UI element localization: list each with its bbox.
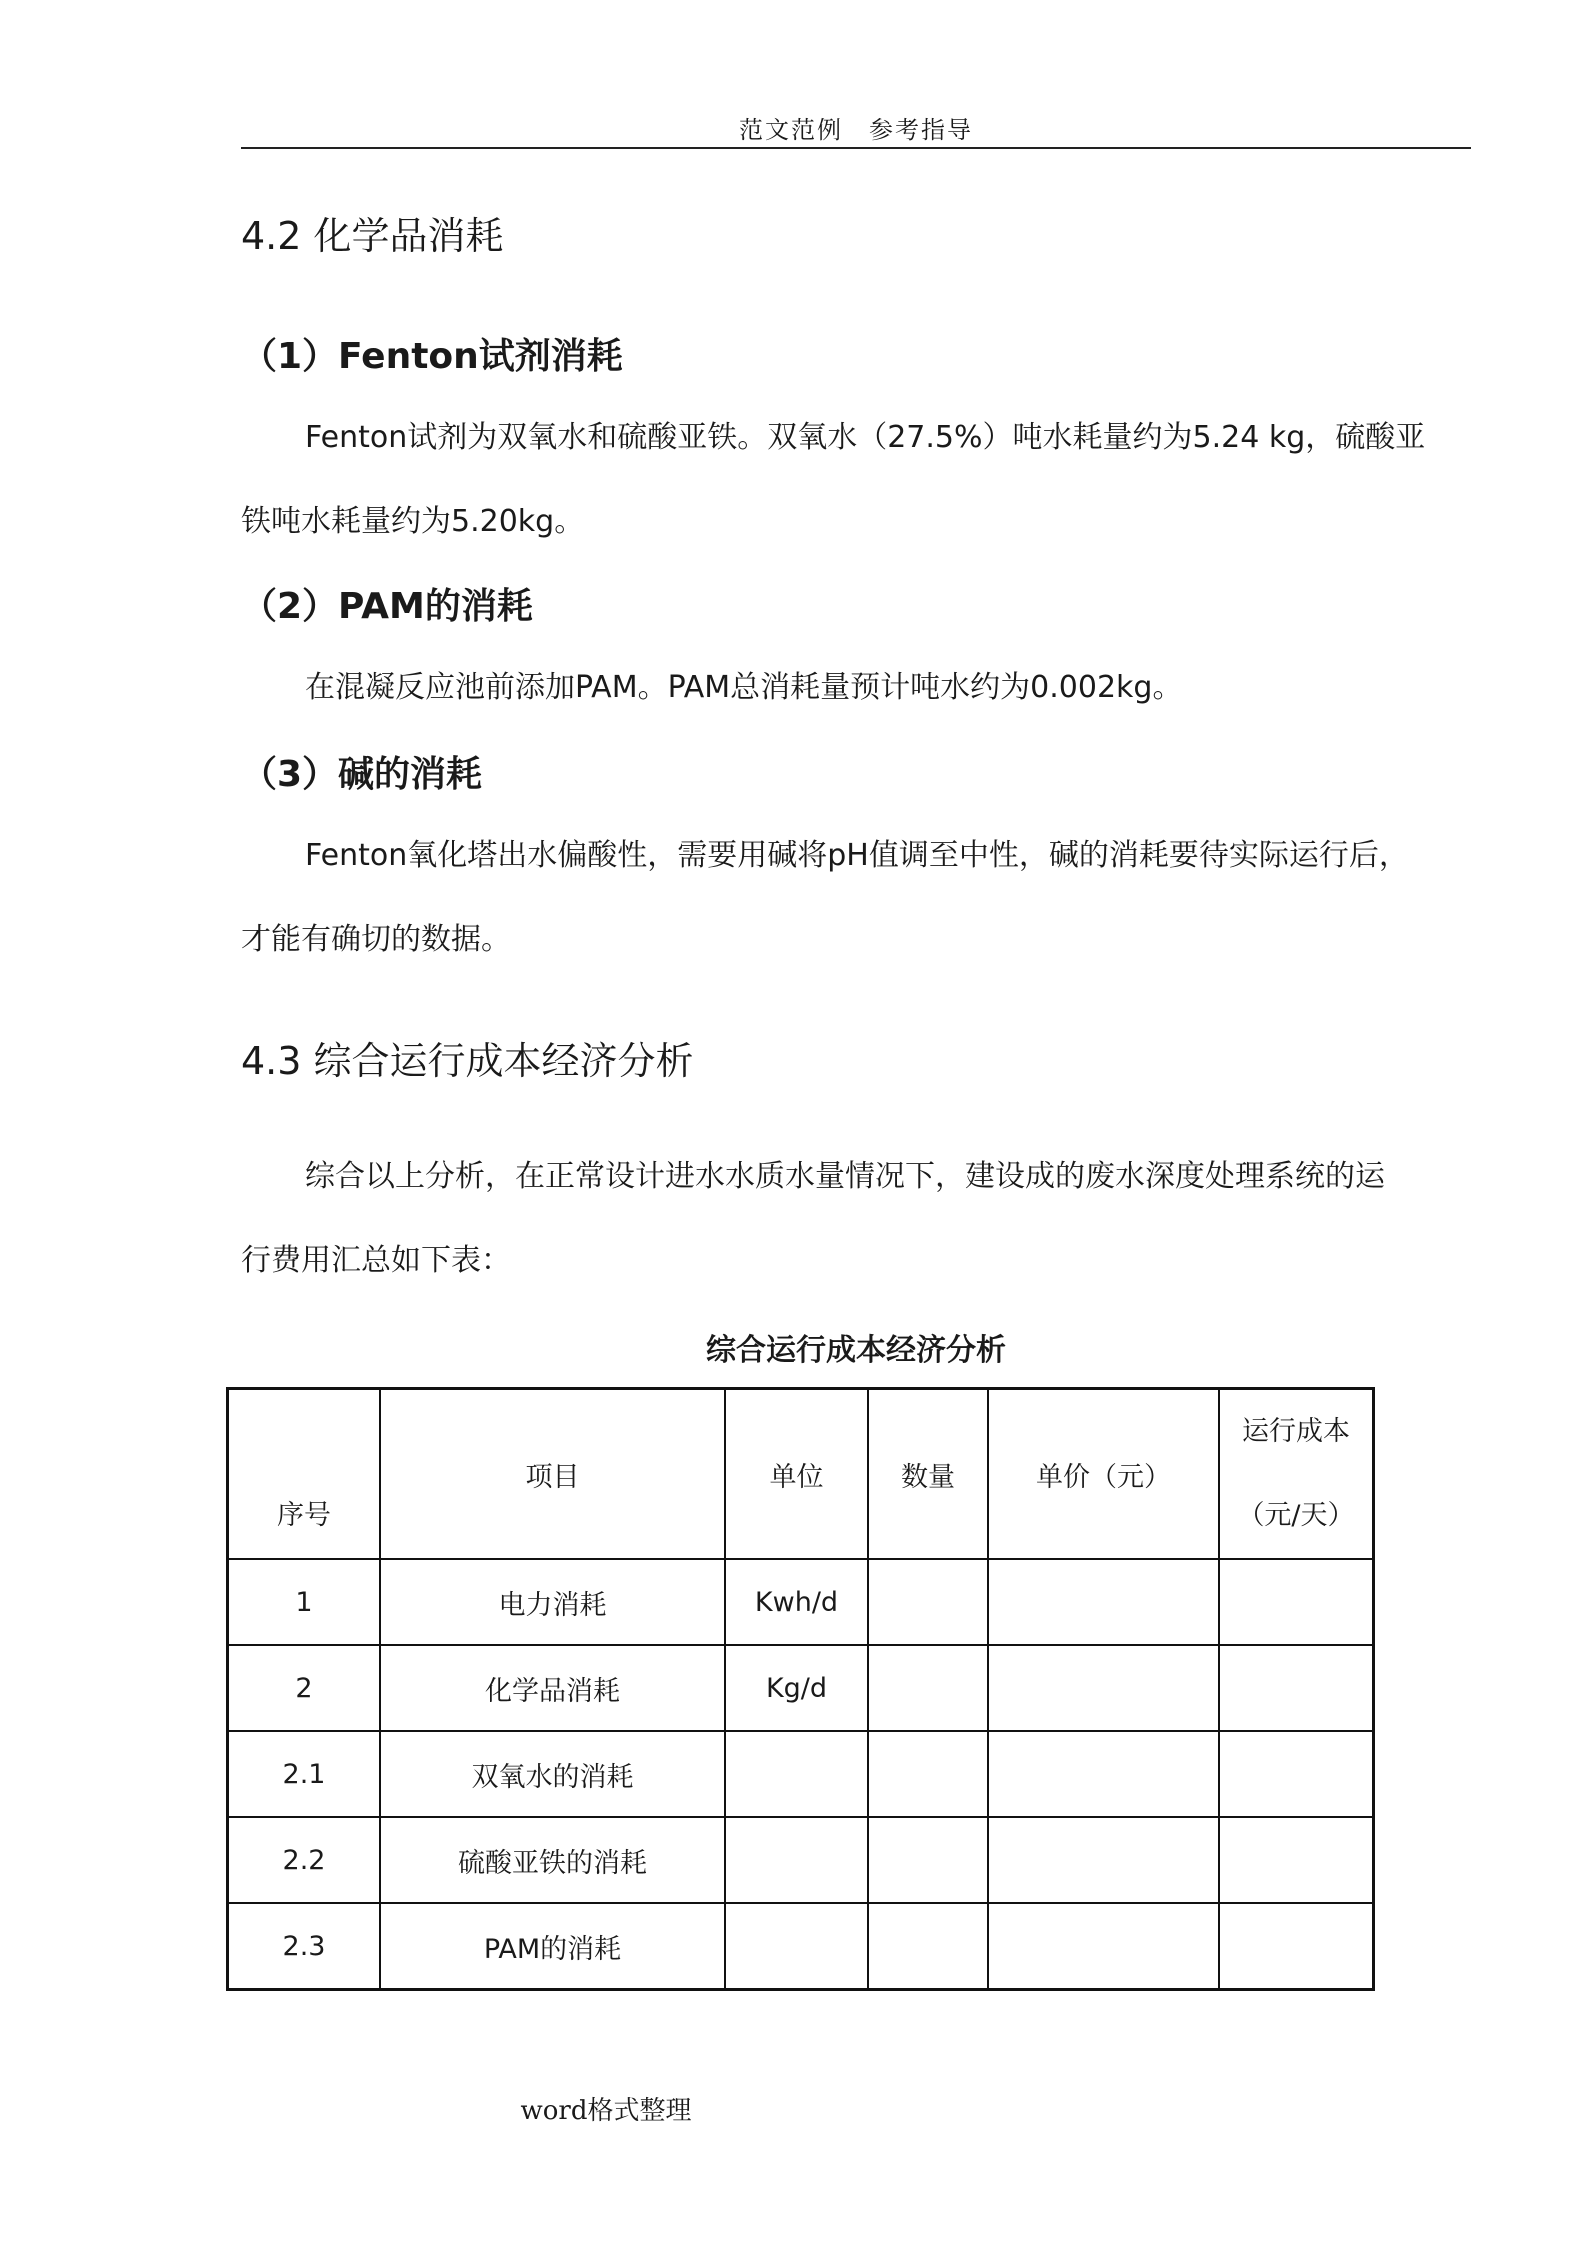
paragraph-fenton [241, 396, 1476, 564]
table-row [228, 1817, 1374, 1903]
cell-seq: 1 [228, 1559, 381, 1645]
cell-unit: Kwh/d [725, 1559, 868, 1645]
cell-seq: 2.1 [228, 1731, 381, 1817]
cell-running-cost [1219, 1817, 1374, 1903]
paragraph-summary [241, 1135, 1476, 1303]
cell-running-cost [1219, 1645, 1374, 1731]
page-header: 范文范例 参考指导 [739, 116, 973, 144]
cell-running-cost [1219, 1559, 1374, 1645]
cell-unit-price [988, 1559, 1219, 1645]
header-quantity: 数量 [868, 1389, 988, 1560]
header-running-cost [1219, 1389, 1374, 1560]
header-unit: 单位 [725, 1389, 868, 1560]
cell-unit: Kg/d [725, 1645, 868, 1731]
cell-seq: 2.2 [228, 1817, 381, 1903]
cell-seq: 2 [228, 1645, 381, 1731]
cell-quantity [868, 1559, 988, 1645]
cell-item: PAM的消耗 [380, 1903, 725, 1990]
cell-item: 双氧水的消耗 [380, 1731, 725, 1817]
header-unit-price: 单价（元） [988, 1389, 1219, 1560]
section-heading-4-3: 4.3 综合运行成本经济分析 [241, 1039, 694, 1083]
table-title: 综合运行成本经济分析 [706, 1333, 1006, 1368]
paragraph-alkali-line-1: Fenton氧化塔出水偏酸性，需要用碱将pH值调至中性，碱的消耗要待实际运行后， [305, 838, 1409, 873]
paragraph-fenton-line-2: 铁吨水耗量约为5.20kg。 [241, 504, 585, 539]
header-divider [241, 147, 1471, 149]
cell-unit [725, 1817, 868, 1903]
cell-quantity [868, 1645, 988, 1731]
header-seq-label: 序号 [277, 1500, 331, 1531]
header-item: 项目 [380, 1389, 725, 1560]
cell-running-cost [1219, 1731, 1374, 1817]
table-row [228, 1559, 1374, 1645]
page-footer: word格式整理 [520, 2096, 692, 2126]
cell-unit-price [988, 1645, 1219, 1731]
cell-unit [725, 1731, 868, 1817]
cell-quantity [868, 1903, 988, 1990]
table-row [228, 1645, 1374, 1731]
section-heading-4-2: 4.2 化学品消耗 [241, 214, 504, 258]
paragraph-pam [241, 646, 1476, 730]
table-row [228, 1903, 1374, 1990]
cell-unit-price [988, 1731, 1219, 1817]
cell-item: 化学品消耗 [380, 1645, 725, 1731]
cell-running-cost [1219, 1903, 1374, 1990]
cell-quantity [868, 1731, 988, 1817]
cell-item: 硫酸亚铁的消耗 [380, 1817, 725, 1903]
header-running-cost-line-1: 运行成本 [1242, 1416, 1350, 1447]
cost-table [226, 1387, 1375, 1991]
table-header-row [228, 1389, 1374, 1560]
paragraph-summary-line-2: 行费用汇总如下表： [241, 1243, 511, 1278]
paragraph-alkali [241, 814, 1476, 982]
cell-unit [725, 1903, 868, 1990]
paragraph-alkali-line-2: 才能有确切的数据。 [241, 922, 511, 957]
subheading-alkali: （3）碱的消耗 [241, 754, 483, 795]
paragraph-summary-line-1: 综合以上分析，在正常设计进水水质水量情况下，建设成的废水深度处理系统的运 [305, 1159, 1385, 1194]
cell-unit-price [988, 1903, 1219, 1990]
header-running-cost-line-2: （元/天） [1237, 1500, 1355, 1531]
paragraph-fenton-line-1: Fenton试剂为双氧水和硫酸亚铁。双氧水（27.5%）吨水耗量约为5.24 kg，硫酸亚 [305, 420, 1426, 455]
header-seq [228, 1389, 381, 1560]
cell-unit-price [988, 1817, 1219, 1903]
table-row [228, 1731, 1374, 1817]
cell-item: 电力消耗 [380, 1559, 725, 1645]
subheading-pam: （2）PAM的消耗 [241, 586, 533, 627]
cell-quantity [868, 1817, 988, 1903]
cell-seq: 2.3 [228, 1903, 381, 1990]
paragraph-pam-line-1: 在混凝反应池前添加PAM。PAM总消耗量预计吨水约为0.002kg。 [305, 670, 1183, 705]
subheading-fenton: （1）Fenton试剂消耗 [241, 336, 623, 377]
